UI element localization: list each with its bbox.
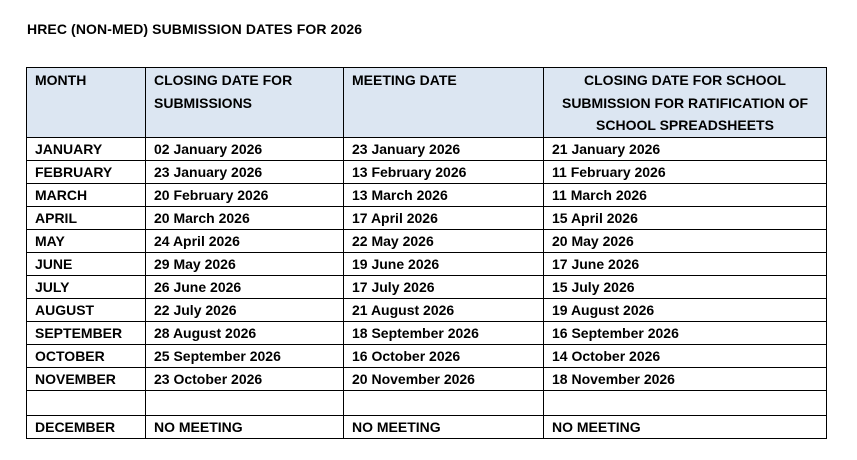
month-cell: OCTOBER: [27, 345, 146, 368]
meeting-date-cell: 13 March 2026: [344, 184, 544, 207]
submission-dates-table: [26, 67, 827, 439]
month-cell: SEPTEMBER: [27, 322, 146, 345]
table-row: [27, 299, 827, 322]
school-closing-date-cell: 14 October 2026: [544, 345, 827, 368]
table-row: [27, 184, 827, 207]
closing-date-cell: 22 July 2026: [146, 299, 344, 322]
table-row: [27, 368, 827, 391]
closing-date-cell: NO MEETING: [146, 416, 344, 439]
month-cell: MARCH: [27, 184, 146, 207]
meeting-date-cell: 16 October 2026: [344, 345, 544, 368]
month-cell: JULY: [27, 276, 146, 299]
school-closing-date-cell: 11 February 2026: [544, 161, 827, 184]
meeting-date-cell: 20 November 2026: [344, 368, 544, 391]
table-row: [27, 276, 827, 299]
closing-date-cell: 23 October 2026: [146, 368, 344, 391]
closing-date-cell: 25 September 2026: [146, 345, 344, 368]
meeting-date-cell: 21 August 2026: [344, 299, 544, 322]
meeting-date-cell: 22 May 2026: [344, 230, 544, 253]
closing-date-cell: 20 March 2026: [146, 207, 344, 230]
closing-date-cell: 26 June 2026: [146, 276, 344, 299]
closing-date-cell: [146, 391, 344, 416]
meeting-date-cell: NO MEETING: [344, 416, 544, 439]
table-row: [27, 322, 827, 345]
closing-date-cell: 23 January 2026: [146, 161, 344, 184]
school-closing-date-cell: 18 November 2026: [544, 368, 827, 391]
meeting-date-cell: 17 April 2026: [344, 207, 544, 230]
school-closing-date-cell: 20 May 2026: [544, 230, 827, 253]
school-closing-date-cell: [544, 391, 827, 416]
table-row: [27, 416, 827, 439]
meeting-date-cell: [344, 391, 544, 416]
school-closing-date-cell: 11 March 2026: [544, 184, 827, 207]
school-closing-date-cell: NO MEETING: [544, 416, 827, 439]
column-header-month: MONTH: [27, 68, 146, 138]
month-cell: AUGUST: [27, 299, 146, 322]
meeting-date-cell: 19 June 2026: [344, 253, 544, 276]
month-cell: NOVEMBER: [27, 368, 146, 391]
table-header-row: [27, 68, 827, 138]
table-row: [27, 230, 827, 253]
month-cell: MAY: [27, 230, 146, 253]
meeting-date-cell: 17 July 2026: [344, 276, 544, 299]
column-header-meeting-date: MEETING DATE: [344, 68, 544, 138]
school-closing-date-cell: 19 August 2026: [544, 299, 827, 322]
closing-date-cell: 29 May 2026: [146, 253, 344, 276]
month-cell: [27, 391, 146, 416]
table-row: [27, 138, 827, 161]
table-row: [27, 207, 827, 230]
school-closing-date-cell: 16 September 2026: [544, 322, 827, 345]
table-row: [27, 161, 827, 184]
closing-date-cell: 24 April 2026: [146, 230, 344, 253]
month-cell: APRIL: [27, 207, 146, 230]
month-cell: DECEMBER: [27, 416, 146, 439]
document-title: HREC (NON-MED) SUBMISSION DATES FOR 2026: [27, 21, 363, 37]
table-row: [27, 253, 827, 276]
school-closing-date-cell: 15 April 2026: [544, 207, 827, 230]
closing-date-cell: 20 February 2026: [146, 184, 344, 207]
month-cell: FEBRUARY: [27, 161, 146, 184]
column-header-closing-date: CLOSING DATE FOR SUBMISSIONS: [146, 68, 344, 138]
school-closing-date-cell: 21 January 2026: [544, 138, 827, 161]
meeting-date-cell: 13 February 2026: [344, 161, 544, 184]
month-cell: JANUARY: [27, 138, 146, 161]
closing-date-cell: 02 January 2026: [146, 138, 344, 161]
closing-date-cell: 28 August 2026: [146, 322, 344, 345]
school-closing-date-cell: 17 June 2026: [544, 253, 827, 276]
month-cell: JUNE: [27, 253, 146, 276]
school-closing-date-cell: 15 July 2026: [544, 276, 827, 299]
meeting-date-cell: 23 January 2026: [344, 138, 544, 161]
meeting-date-cell: 18 September 2026: [344, 322, 544, 345]
table-row-empty: [27, 391, 827, 416]
column-header-school-closing-date: CLOSING DATE FOR SCHOOL SUBMISSION FOR RATIFICATION OF SCHOOL SPREADSHEETS: [544, 68, 827, 138]
table-row: [27, 345, 827, 368]
